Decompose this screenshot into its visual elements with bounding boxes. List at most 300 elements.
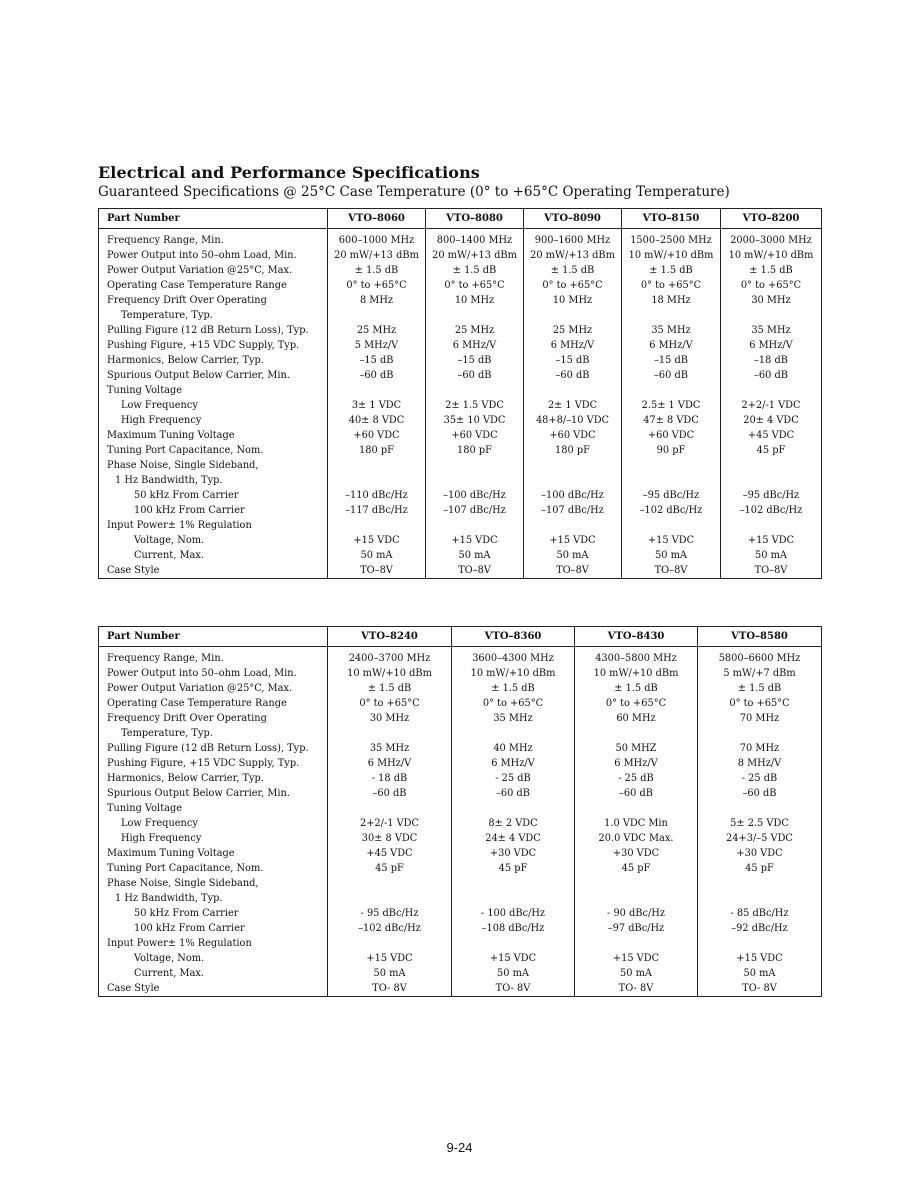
table-cell: –15 dB — [622, 353, 721, 368]
row-label: Low Frequency — [99, 816, 328, 831]
table-cell — [575, 726, 698, 741]
table-cell: 10 mW/+10 dBm — [721, 248, 822, 263]
table-cell: 1500–2500 MHz — [622, 229, 721, 249]
table-cell — [328, 726, 452, 741]
table-cell: - 100 dBc/Hz — [452, 906, 575, 921]
table-row — [99, 891, 822, 906]
table-cell: TO–8V — [426, 563, 524, 579]
table-cell: 35 MHz — [721, 323, 822, 338]
table-cell — [426, 383, 524, 398]
row-label: Input Power± 1% Regulation — [99, 518, 328, 533]
table-cell: +15 VDC — [426, 533, 524, 548]
table-cell — [698, 876, 822, 891]
table-cell — [721, 308, 822, 323]
table-cell: - 85 dBc/Hz — [698, 906, 822, 921]
table-cell: –15 dB — [524, 353, 622, 368]
row-label: Power Output into 50–ohm Load, Min. — [99, 248, 328, 263]
table-cell: –60 dB — [622, 368, 721, 383]
table-row — [99, 801, 822, 816]
table-cell: 50 mA — [328, 548, 426, 563]
table-row — [99, 681, 822, 696]
table-cell — [328, 383, 426, 398]
row-label: Case Style — [99, 981, 328, 997]
table-cell: 900–1600 MHz — [524, 229, 622, 249]
table-cell: 90 pF — [622, 443, 721, 458]
table-cell: 70 MHz — [698, 711, 822, 726]
table-cell: 35 MHz — [328, 741, 452, 756]
table-cell — [328, 458, 426, 473]
table-row — [99, 533, 822, 548]
table-row — [99, 981, 822, 997]
table-row — [99, 443, 822, 458]
table-cell: 35 MHz — [452, 711, 575, 726]
row-label: Frequency Drift Over Operating — [99, 711, 328, 726]
table-cell: 6 MHz/V — [426, 338, 524, 353]
table-cell: 0° to +65°C — [721, 278, 822, 293]
table-cell — [622, 458, 721, 473]
table-row — [99, 786, 822, 801]
table-row — [99, 951, 822, 966]
table-cell: 5 MHz/V — [328, 338, 426, 353]
table-cell: 24+3/–5 VDC — [698, 831, 822, 846]
table-cell: TO–8V — [622, 563, 721, 579]
table-cell: 6 MHz/V — [452, 756, 575, 771]
part-header: VTO–8060 — [328, 209, 426, 229]
table-cell: +15 VDC — [575, 951, 698, 966]
table-cell — [452, 726, 575, 741]
table-cell — [698, 936, 822, 951]
table-cell: 25 MHz — [328, 323, 426, 338]
table-cell: 30 MHz — [721, 293, 822, 308]
row-label: Current, Max. — [99, 966, 328, 981]
table-cell: 1.0 VDC Min — [575, 816, 698, 831]
table-cell: 8 MHz/V — [698, 756, 822, 771]
table-row — [99, 503, 822, 518]
row-label: Phase Noise, Single Sideband, — [99, 458, 328, 473]
table-cell — [426, 473, 524, 488]
table-cell: 800–1400 MHz — [426, 229, 524, 249]
page-subtitle: Guaranteed Specifications @ 25°C Case Temperature (0° to +65°C Operating Temperature) — [98, 184, 730, 200]
table-cell: 60 MHz — [575, 711, 698, 726]
table-cell: 45 pF — [328, 861, 452, 876]
table-cell: ± 1.5 dB — [721, 263, 822, 278]
table-cell: 600–1000 MHz — [328, 229, 426, 249]
table-cell: 18 MHz — [622, 293, 721, 308]
table-cell: –110 dBc/Hz — [328, 488, 426, 503]
table-cell: 10 mW/+10 dBm — [575, 666, 698, 681]
table-row — [99, 936, 822, 951]
table-row — [99, 338, 822, 353]
table-cell: 10 mW/+10 dBm — [622, 248, 721, 263]
table-cell: 50 mA — [622, 548, 721, 563]
table-cell: +15 VDC — [698, 951, 822, 966]
table-cell: –108 dBc/Hz — [452, 921, 575, 936]
table-cell: 45 pF — [452, 861, 575, 876]
table-cell: 3600–4300 MHz — [452, 647, 575, 667]
table-row — [99, 248, 822, 263]
table-cell: –100 dBc/Hz — [426, 488, 524, 503]
table-cell: –102 dBc/Hz — [622, 503, 721, 518]
table-cell — [575, 801, 698, 816]
table-row — [99, 428, 822, 443]
table-cell: –107 dBc/Hz — [426, 503, 524, 518]
row-label: Power Output into 50–ohm Load, Min. — [99, 666, 328, 681]
table-cell: 2.5± 1 VDC — [622, 398, 721, 413]
table-cell: 25 MHz — [524, 323, 622, 338]
row-label: Pushing Figure, +15 VDC Supply, Typ. — [99, 756, 328, 771]
table-cell: 20.0 VDC Max. — [575, 831, 698, 846]
table-cell: 5800–6600 MHz — [698, 647, 822, 667]
row-label: Tuning Voltage — [99, 801, 328, 816]
table-cell: +60 VDC — [524, 428, 622, 443]
table-cell: 50 mA — [698, 966, 822, 981]
table-cell: +30 VDC — [575, 846, 698, 861]
page-number: 9-24 — [446, 1140, 473, 1155]
table-cell — [524, 308, 622, 323]
table-cell: –60 dB — [328, 368, 426, 383]
row-label: Tuning Port Capacitance, Nom. — [99, 443, 328, 458]
table-cell: –60 dB — [721, 368, 822, 383]
row-label: 100 kHz From Carrier — [99, 503, 328, 518]
row-label: Temperature, Typ. — [99, 726, 328, 741]
table-cell: 45 pF — [721, 443, 822, 458]
table-cell: 4300–5800 MHz — [575, 647, 698, 667]
part-header: VTO–8430 — [575, 627, 698, 647]
table-cell: –15 dB — [328, 353, 426, 368]
table-cell — [575, 876, 698, 891]
table-cell: +15 VDC — [524, 533, 622, 548]
row-label: Maximum Tuning Voltage — [99, 428, 328, 443]
table-cell: 20 mW/+13 dBm — [426, 248, 524, 263]
table-cell: 0° to +65°C — [328, 696, 452, 711]
table-cell: 50 mA — [328, 966, 452, 981]
table-cell — [452, 936, 575, 951]
table-row — [99, 368, 822, 383]
row-label: Maximum Tuning Voltage — [99, 846, 328, 861]
table-cell: ± 1.5 dB — [452, 681, 575, 696]
row-label: Low Frequency — [99, 398, 328, 413]
part-header: VTO–8240 — [328, 627, 452, 647]
table-cell: –92 dBc/Hz — [698, 921, 822, 936]
row-label: Harmonics, Below Carrier, Typ. — [99, 353, 328, 368]
table-cell: –95 dBc/Hz — [721, 488, 822, 503]
table-cell: –18 dB — [721, 353, 822, 368]
table-cell: 2000–3000 MHz — [721, 229, 822, 249]
part-header: VTO–8580 — [698, 627, 822, 647]
table-cell: 35 MHz — [622, 323, 721, 338]
table-cell: +60 VDC — [622, 428, 721, 443]
table-cell — [721, 518, 822, 533]
row-label: 50 kHz From Carrier — [99, 488, 328, 503]
table-cell: 0° to +65°C — [452, 696, 575, 711]
table-cell: 45 pF — [698, 861, 822, 876]
table-row — [99, 756, 822, 771]
table-row — [99, 308, 822, 323]
part-header: VTO–8360 — [452, 627, 575, 647]
row-label: Temperature, Typ. — [99, 308, 328, 323]
table-cell: TO- 8V — [452, 981, 575, 997]
table-cell: +60 VDC — [328, 428, 426, 443]
table-row — [99, 711, 822, 726]
table-cell: 35± 10 VDC — [426, 413, 524, 428]
page-title: Electrical and Performance Specifications — [98, 163, 480, 182]
table-cell: +60 VDC — [426, 428, 524, 443]
row-label: 100 kHz From Carrier — [99, 921, 328, 936]
table-cell — [452, 891, 575, 906]
table-cell: 0° to +65°C — [524, 278, 622, 293]
table-row — [99, 741, 822, 756]
table-cell: –60 dB — [426, 368, 524, 383]
table-cell: 2± 1 VDC — [524, 398, 622, 413]
row-label: Case Style — [99, 563, 328, 579]
table-cell: 6 MHz/V — [524, 338, 622, 353]
table-cell — [622, 308, 721, 323]
table-row — [99, 647, 822, 667]
table-cell: 10 mW/+10 dBm — [328, 666, 452, 681]
table-cell: +45 VDC — [328, 846, 452, 861]
row-label: Spurious Output Below Carrier, Min. — [99, 368, 328, 383]
table-cell: +15 VDC — [622, 533, 721, 548]
part-header: VTO–8090 — [524, 209, 622, 229]
table-cell: 0° to +65°C — [698, 696, 822, 711]
table-row — [99, 548, 822, 563]
table-cell: - 25 dB — [575, 771, 698, 786]
table-cell — [575, 891, 698, 906]
table-cell: –60 dB — [524, 368, 622, 383]
table-cell: 180 pF — [426, 443, 524, 458]
table-cell: –60 dB — [575, 786, 698, 801]
part-header: VTO–8150 — [622, 209, 721, 229]
table-cell: ± 1.5 dB — [328, 263, 426, 278]
table-row — [99, 353, 822, 368]
table-cell: –60 dB — [452, 786, 575, 801]
row-label: Input Power± 1% Regulation — [99, 936, 328, 951]
row-label: High Frequency — [99, 831, 328, 846]
table-cell: –102 dBc/Hz — [721, 503, 822, 518]
table-cell: –95 dBc/Hz — [622, 488, 721, 503]
table-cell: 2+2/-1 VDC — [328, 816, 452, 831]
row-label: Power Output Variation @25°C, Max. — [99, 681, 328, 696]
row-label: Frequency Range, Min. — [99, 229, 328, 249]
table-cell — [622, 383, 721, 398]
table-row — [99, 323, 822, 338]
table-cell: TO–8V — [328, 563, 426, 579]
table-cell — [524, 473, 622, 488]
table-cell: 20 mW/+13 dBm — [328, 248, 426, 263]
table-row — [99, 263, 822, 278]
table-row — [99, 831, 822, 846]
table-cell: +15 VDC — [452, 951, 575, 966]
part-header: VTO–8080 — [426, 209, 524, 229]
row-label: Pulling Figure (12 dB Return Loss), Typ. — [99, 741, 328, 756]
table-row — [99, 816, 822, 831]
table-row — [99, 413, 822, 428]
table-cell: 180 pF — [524, 443, 622, 458]
table-cell: 2± 1.5 VDC — [426, 398, 524, 413]
table-cell: 50 mA — [452, 966, 575, 981]
table-cell: 180 pF — [328, 443, 426, 458]
table-cell — [426, 458, 524, 473]
table-row — [99, 278, 822, 293]
table-row — [99, 966, 822, 981]
table-cell: –60 dB — [698, 786, 822, 801]
table-cell: 30± 8 VDC — [328, 831, 452, 846]
table-cell: - 95 dBc/Hz — [328, 906, 452, 921]
table-header-row — [99, 209, 822, 229]
table-cell — [575, 936, 698, 951]
table-cell: –100 dBc/Hz — [524, 488, 622, 503]
table-row — [99, 906, 822, 921]
table-cell — [452, 801, 575, 816]
table-cell: - 90 dBc/Hz — [575, 906, 698, 921]
table-row — [99, 696, 822, 711]
table-header-row — [99, 627, 822, 647]
table-cell — [698, 801, 822, 816]
table-cell: - 25 dB — [698, 771, 822, 786]
table-cell — [426, 308, 524, 323]
table-row — [99, 383, 822, 398]
table-row — [99, 473, 822, 488]
row-label: Power Output Variation @25°C, Max. — [99, 263, 328, 278]
table-cell — [328, 473, 426, 488]
table-cell: 47± 8 VDC — [622, 413, 721, 428]
table-cell: –107 dBc/Hz — [524, 503, 622, 518]
row-label: Frequency Range, Min. — [99, 647, 328, 667]
table-cell: +30 VDC — [452, 846, 575, 861]
table-cell — [524, 458, 622, 473]
table-cell: TO- 8V — [698, 981, 822, 997]
table-row — [99, 666, 822, 681]
table-cell: 50 mA — [721, 548, 822, 563]
table-cell: +45 VDC — [721, 428, 822, 443]
row-label: Pulling Figure (12 dB Return Loss), Typ. — [99, 323, 328, 338]
table-row — [99, 293, 822, 308]
row-label: Operating Case Temperature Range — [99, 278, 328, 293]
table-cell — [721, 458, 822, 473]
table-cell: 24± 4 VDC — [452, 831, 575, 846]
table-cell: 20± 4 VDC — [721, 413, 822, 428]
table-cell: - 25 dB — [452, 771, 575, 786]
table-cell: TO–8V — [524, 563, 622, 579]
table-cell: 0° to +65°C — [622, 278, 721, 293]
table-cell: +30 VDC — [698, 846, 822, 861]
table-cell: 8± 2 VDC — [452, 816, 575, 831]
table-cell: 5± 2.5 VDC — [698, 816, 822, 831]
table-cell: ± 1.5 dB — [575, 681, 698, 696]
table-row — [99, 861, 822, 876]
row-label: Operating Case Temperature Range — [99, 696, 328, 711]
table-cell: ± 1.5 dB — [426, 263, 524, 278]
table-cell: 6 MHz/V — [622, 338, 721, 353]
table-cell: –102 dBc/Hz — [328, 921, 452, 936]
row-label: High Frequency — [99, 413, 328, 428]
spec-table-1 — [98, 208, 822, 579]
table-cell: ± 1.5 dB — [524, 263, 622, 278]
table-cell: ± 1.5 dB — [622, 263, 721, 278]
table-cell: 0° to +65°C — [328, 278, 426, 293]
row-label: Frequency Drift Over Operating — [99, 293, 328, 308]
table-cell: 50 MHZ — [575, 741, 698, 756]
table-cell: 10 MHz — [426, 293, 524, 308]
row-label: Harmonics, Below Carrier, Typ. — [99, 771, 328, 786]
part-number-header: Part Number — [99, 627, 328, 647]
table-cell: 48+8/–10 VDC — [524, 413, 622, 428]
table-cell — [328, 518, 426, 533]
part-header: VTO–8200 — [721, 209, 822, 229]
table-cell: 40 MHz — [452, 741, 575, 756]
row-label: Voltage, Nom. — [99, 533, 328, 548]
row-label: 50 kHz From Carrier — [99, 906, 328, 921]
table-cell: 0° to +65°C — [426, 278, 524, 293]
row-label: Voltage, Nom. — [99, 951, 328, 966]
table-cell: +15 VDC — [721, 533, 822, 548]
table-cell: - 18 dB — [328, 771, 452, 786]
row-label: Current, Max. — [99, 548, 328, 563]
table-cell: ± 1.5 dB — [698, 681, 822, 696]
table-cell — [328, 801, 452, 816]
table-row — [99, 488, 822, 503]
table-cell — [698, 726, 822, 741]
table-cell — [328, 891, 452, 906]
table-cell: 70 MHz — [698, 741, 822, 756]
table-cell: 45 pF — [575, 861, 698, 876]
table-cell: 2400–3700 MHz — [328, 647, 452, 667]
table-row — [99, 518, 822, 533]
table-cell — [328, 308, 426, 323]
table-cell: TO- 8V — [575, 981, 698, 997]
table-cell — [524, 518, 622, 533]
table-cell: 40± 8 VDC — [328, 413, 426, 428]
row-label: Tuning Port Capacitance, Nom. — [99, 861, 328, 876]
table-cell — [698, 891, 822, 906]
table-row — [99, 229, 822, 249]
table-cell — [452, 876, 575, 891]
table-row — [99, 458, 822, 473]
table-cell: 0° to +65°C — [575, 696, 698, 711]
table-cell — [524, 383, 622, 398]
table-row — [99, 921, 822, 936]
table-cell: 10 mW/+10 dBm — [452, 666, 575, 681]
row-label: Tuning Voltage — [99, 383, 328, 398]
spec-table-2 — [98, 626, 822, 997]
row-label: 1 Hz Bandwidth, Typ. — [99, 891, 328, 906]
table-cell: 3± 1 VDC — [328, 398, 426, 413]
table-cell — [328, 936, 452, 951]
row-label: Spurious Output Below Carrier, Min. — [99, 786, 328, 801]
table-cell — [622, 473, 721, 488]
table-cell — [328, 876, 452, 891]
row-label: 1 Hz Bandwidth, Typ. — [99, 473, 328, 488]
table-row — [99, 726, 822, 741]
table-row — [99, 398, 822, 413]
table-cell: 50 mA — [426, 548, 524, 563]
table-cell — [721, 383, 822, 398]
table-row — [99, 563, 822, 579]
table-cell: –15 dB — [426, 353, 524, 368]
table-cell: 25 MHz — [426, 323, 524, 338]
table-cell: –97 dBc/Hz — [575, 921, 698, 936]
table-cell: TO–8V — [721, 563, 822, 579]
table-cell: +15 VDC — [328, 951, 452, 966]
table-cell: –60 dB — [328, 786, 452, 801]
table-cell: 2+2/-1 VDC — [721, 398, 822, 413]
table-cell — [622, 518, 721, 533]
table-cell: 30 MHz — [328, 711, 452, 726]
table-cell: 5 mW/+7 dBm — [698, 666, 822, 681]
table-cell: 10 MHz — [524, 293, 622, 308]
table-cell: 6 MHz/V — [575, 756, 698, 771]
table-cell: 50 mA — [524, 548, 622, 563]
